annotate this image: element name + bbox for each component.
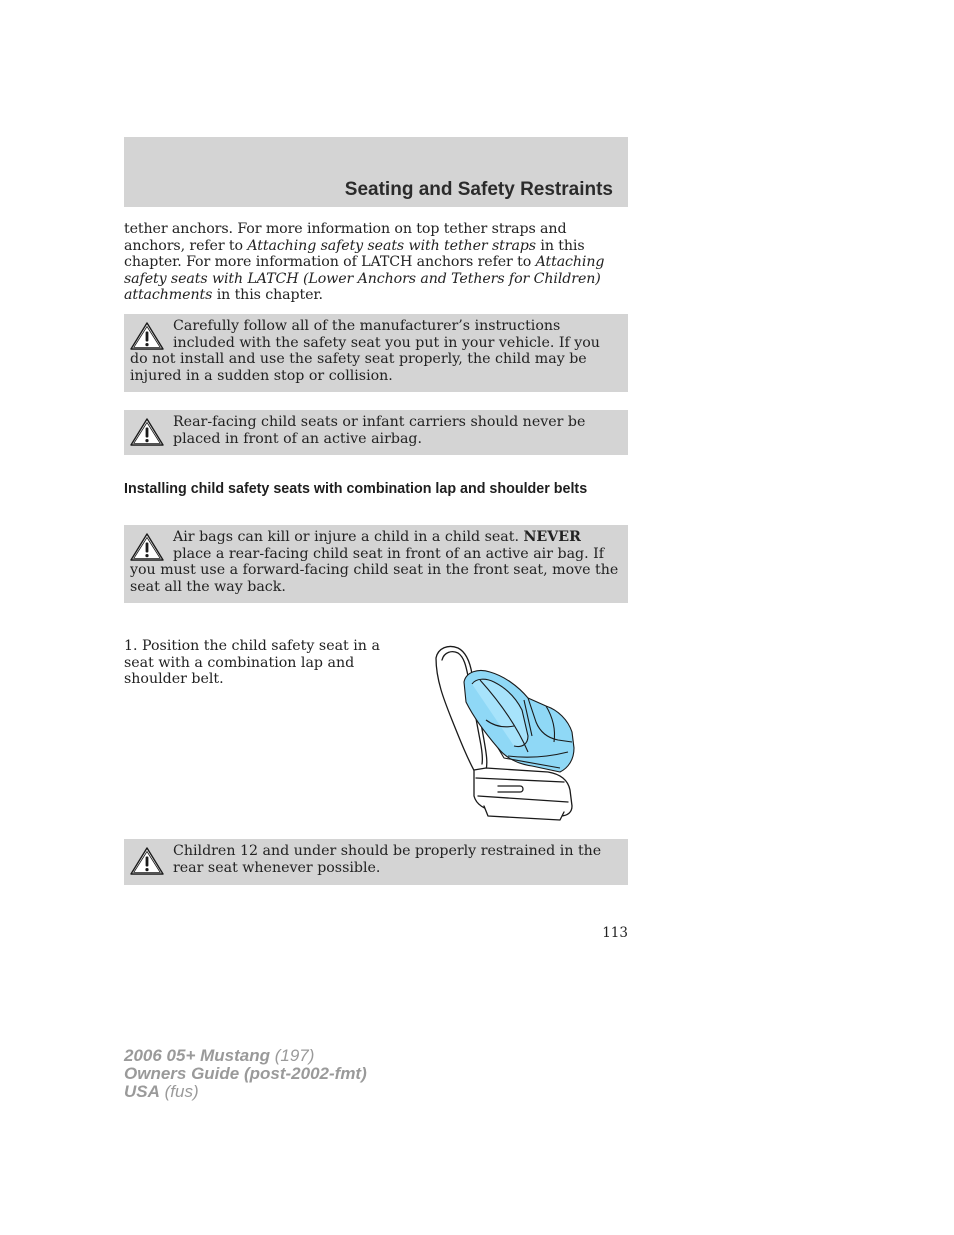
intro-text-3: in this chapter. xyxy=(212,287,323,303)
warning-triangle-icon xyxy=(130,533,164,561)
section-title: Seating and Safety Restraints xyxy=(344,179,613,200)
warning-box-1 xyxy=(124,314,628,392)
intro-paragraph xyxy=(124,221,628,304)
warning-text-2: Rear-facing child seats or infant carriers should never be placed in front of an active airbag. xyxy=(173,414,586,447)
footer-model-code: (197) xyxy=(270,1046,315,1065)
intro-italic-1: Attaching safety seats with tether straps xyxy=(247,237,536,254)
document-footer xyxy=(124,1047,367,1101)
footer-market: USA xyxy=(124,1082,160,1101)
warning-triangle-icon xyxy=(130,847,164,875)
warning-text-4: Children 12 and under should be properly restrained in the rear seat whenever possible. xyxy=(173,843,602,876)
footer-guide: Owners Guide (post-2002-fmt) xyxy=(124,1064,367,1083)
warning-text-3b: place a rear-facing child seat in front of an active air bag. If you must use a forward-facing child seat in the front seat, move the seat all the way back. xyxy=(130,545,619,595)
warning-triangle-icon xyxy=(130,418,164,446)
intro-text-1: tether anchors. For more information on top tether straps and anchors, refer to xyxy=(124,221,567,254)
warning-box-3 xyxy=(124,525,628,603)
section-subheading: Installing child safety seats with combination lap and shoulder belts xyxy=(124,481,588,497)
warning-text-3-emphasis: NEVER xyxy=(523,529,581,545)
step-1-text: 1. Position the child safety seat in a seat with a combination lap and shoulder belt. xyxy=(124,638,380,688)
warning-box-4 xyxy=(124,839,628,885)
footer-model: 2006 05+ Mustang xyxy=(124,1046,270,1065)
child-seat-illustration xyxy=(428,640,580,822)
warning-box-2 xyxy=(124,410,628,455)
warning-text-3a: Air bags can kill or injure a child in a child seat. xyxy=(173,529,524,545)
footer-market-code: (fus) xyxy=(159,1082,199,1101)
warning-text-1: Carefully follow all of the manufacturer’s instructions included with the safety seat you put in your vehicle. If you do not install and use the safety seat properly, the child may be injured in a sudden stop or collision. xyxy=(130,318,600,384)
section-header-band xyxy=(124,137,628,207)
intro-text-2: in this chapter. For more information of LATCH anchors refer to xyxy=(124,237,585,270)
intro-italic-2: Attaching safety seats with LATCH (Lower Anchors and Tethers for Children) attachments xyxy=(124,254,605,303)
page-number: 113 xyxy=(602,925,628,941)
warning-triangle-icon xyxy=(130,322,164,350)
